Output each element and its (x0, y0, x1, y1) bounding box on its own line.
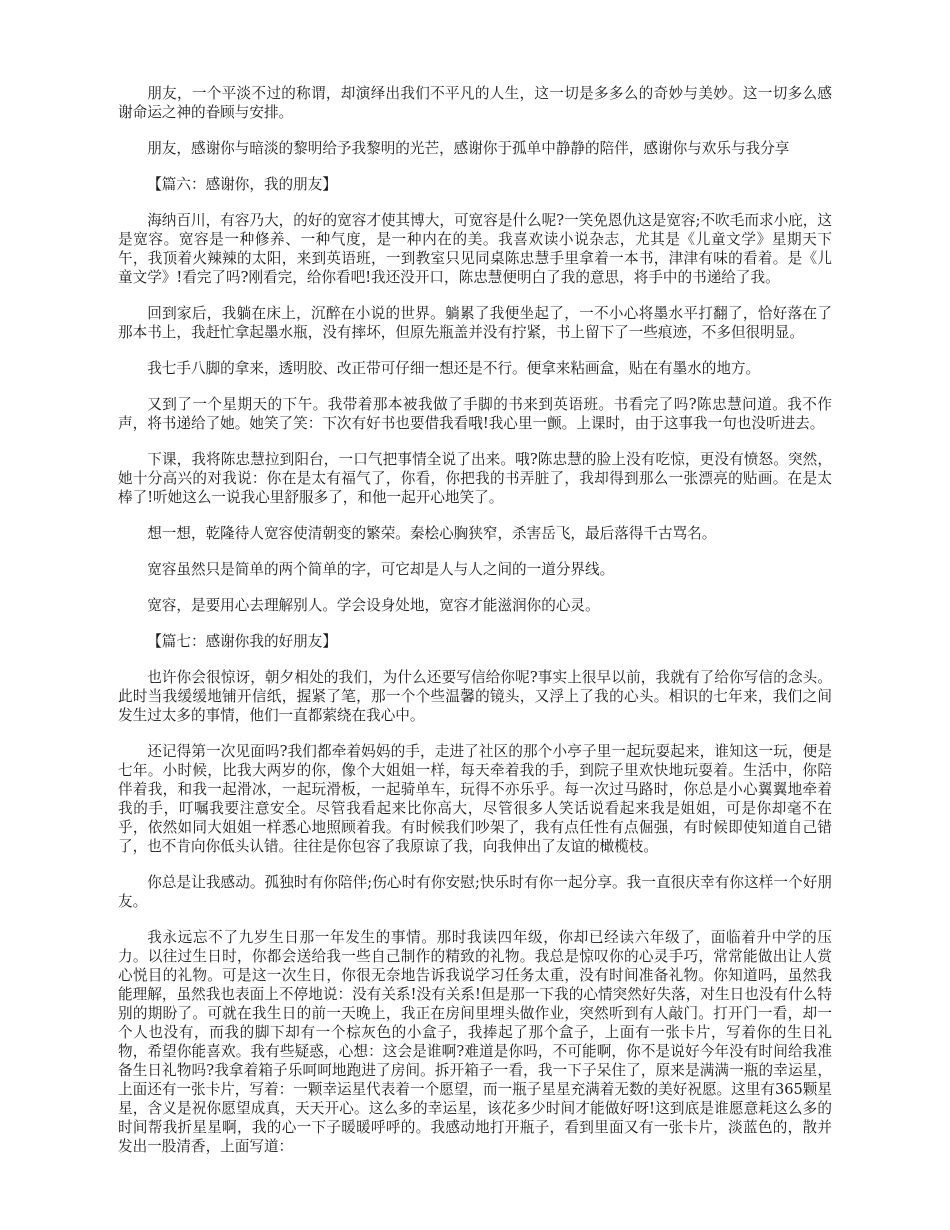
paragraph: 我七手八脚的拿来，透明胶、改正带可仔细一想还是不行。便拿来粘画盒，贴在有墨水的地方。 (147, 360, 761, 377)
paragraph: 宽容，是要用心去理解别人。学会设身处地，宽容才能滋润你的心灵。 (147, 597, 600, 614)
paragraph: 还记得第一次见面吗?我们都牵着妈妈的手，走进了社区的那个小亭子里一起玩耍起来，谁知这一玩，便是七年。小时候，比我大两岁的你，像个大姐姐一样，每天牵着我的手，到院子里欢快地玩耍着。生活中，你陪伴着我，和我一起滑冰，一起玩滑板，一起骑单车，玩得不亦乐乎。每一次过马路时，你总是小心翼翼地牵着我的手，叮嘱我要注意安全。尽管我看起来比你高大，尽管很多人笑话说看起来我是姐姐，可是你却毫不在乎，依然如同大姐姐一样悉心地照顾着我。有时候我们吵架了，我有点任性有点倔强，有时候即使知道自己错了，也不肯向你低头认错。往往是你包容了我原谅了我，向我伸出了友谊的橄榄枝。 (118, 743, 832, 855)
paragraph: 你总是让我感动。孤独时有你陪伴;伤心时有你安慰;快乐时有你一起分享。我一直很庆幸有你这样一个好朋友。 (118, 874, 832, 910)
section-heading: 【篇七：感谢你我的好朋友】 (147, 633, 337, 650)
paragraph: 想一想，乾隆待人宽容使清朝变的繁荣。秦桧心胸狭窄，杀害岳飞，最后落得千古骂名。 (147, 525, 717, 542)
paragraph: 也许你会很惊讶，朝夕相处的我们，为什么还要写信给你呢?事实上很早以前，我就有了给你写信的念头。此时当我缓缓地铺开信纸，握紧了笔，那一个个些温馨的镜头，又浮上了我的心头。相识的七年来，我们之间发生过太多的事情，他们一直都萦绕在我心中。 (118, 669, 832, 724)
paragraph: 朋友，感谢你与暗淡的黎明给予我黎明的光芒，感谢你于孤单中静静的陪伴，感谢你与欢乐与我分享 (147, 140, 790, 157)
paragraph: 朋友，一个平淡不过的称谓，却演绎出我们不平凡的人生，这一切是多多么的奇妙与美妙。这一切多么感谢命运之神的眷顾与安排。 (118, 85, 832, 121)
paragraph: 宽容虽然只是简单的两个简单的字，可它却是人与人之间的一道分界线。 (147, 561, 615, 578)
paragraph: 我永远忘不了九岁生日那一年发生的事情。那时我读四年级，你却已经读六年级了，面临着升中学的压力。以往过生日时，你都会送给我一些自己制作的精致的礼物。我总是惊叹你的心灵手巧，常常能做出让人赏心悦目的礼物。可是这一次生日，你很无奈地告诉我说学习任务太重，没有时间准备礼物。你知道吗，虽然我能理解，虽然我也表面上不停地说：没有关系!没有关系!但是那一下我的心情突然好失落，对生日也没有什么特别的期盼了。可就在我生日的前一天晚上，我正在房间里埋头做作业，突然听到有人敲门。打开门一看，却一个人也没有，而我的脚下却有一个棕灰色的小盒子，我捧起了那个盒子，上面有一张卡片，写着你的生日礼物，希望你能喜欢。我有些疑惑，心想：这会是谁啊?难道是你吗，不可能啊，你不是说好今年没有时间给我准备生日礼物吗?我拿着箱子乐呵呵地跑进了房间。拆开箱子一看，我一下子呆住了，原来是满满一瓶的幸运星，上面还有一张卡片，写着：一颗幸运星代表着一个愿望，而一瓶子星星充满着无数的美好祝愿。这里有365颗星星，含义是祝你愿望成真，天天开心。这么多的幸运星，该花多少时间才能做好呀!这到底是谁愿意耗这么多的时间帮我折星星啊，我的心一下子暖暖呼呼的。我感动地打开瓶子，看到里面又有一张卡片，淡蓝色的，散并发出一股清香，上面写道： (118, 929, 832, 1155)
paragraph: 海纳百川，有容乃大，的好的宽容才使其博大，可宽容是什么呢?一笑免恩仇这是宽容;不吹毛而求小庇，这是宽容。宽容是一种修养、一种气度，是一种内在的美。我喜欢读小说杂志，尤其是《儿童文学》星期天下午，我顶着火辣辣的太阳，来到英语班，一到教室只见同桌陈忠慧手里拿着一本书，津津有味的看着。是《儿童文学》!看完了吗?刚看完，给你看吧!我还没开口，陈忠慧便明白了我的意思，将手中的书递给了我。 (118, 212, 832, 286)
section-heading: 【篇六：感谢你，我的朋友】 (147, 176, 337, 193)
paragraph: 下课，我将陈忠慧拉到阳台，一口气把事情全说了出来。哦?陈忠慧的脸上没有吃惊，更没有愤怒。突然，她十分高兴的对我说：你在是太有福气了，你看，你把我的书弄脏了，我却得到那么一张漂亮的贴画。在是太棒了!听她这么一说我心里舒服多了，和他一起开心地笑了。 (118, 451, 832, 506)
paragraph: 回到家后，我躺在床上，沉醉在小说的世界。躺累了我便坐起了，一不小心将墨水平打翻了，恰好落在了那本书上，我赶忙拿起墨水瓶，没有摔坏，但原先瓶盖并没有拧紧，书上留下了一些痕迹，不多但很明显。 (118, 305, 832, 341)
paragraph: 又到了一个星期天的下午。我带着那本被我做了手脚的书来到英语班。书看完了吗?陈忠慧问道。我不作声，将书递给了她。她笑了笑：下次有好书也要借我看哦!我心里一颤。上课时，由于这事我一句也没听进去。 (118, 396, 832, 432)
